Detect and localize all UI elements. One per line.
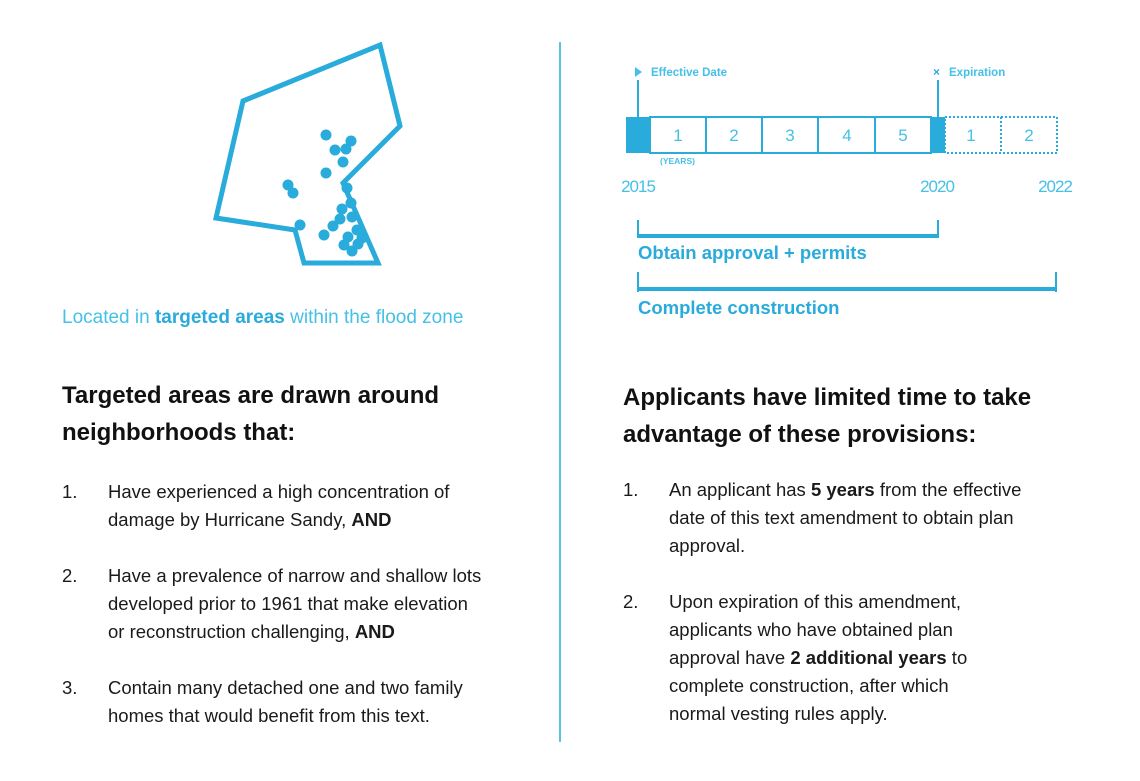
approval-label: Obtain approval + permits [638,242,867,263]
list-item [62,674,542,730]
list-item [623,588,1123,728]
damage-dot [328,221,339,232]
damage-dot [338,157,349,168]
damage-dot [319,230,330,241]
damage-dot [346,198,357,209]
center-divider [559,42,561,742]
right-provisions-list [623,476,1123,756]
list-item-line: Contain many detached one and two family [108,677,463,698]
list-item-line: applicants who have obtained plan [669,619,953,640]
damage-dot [288,188,299,199]
left-heading-line: Targeted areas are drawn around [62,382,440,409]
year-number: 3 [785,126,795,145]
list-item-line: approval have 2 additional years to [669,647,968,668]
map-caption-prefix: Located in [62,307,155,328]
play-icon [635,67,642,77]
year-number: 1 [673,126,683,145]
list-item-line: Have a prevalence of narrow and shallow lots [108,565,482,586]
list-item-line: Upon expiration of this amendment, [669,591,962,612]
year-number: 2 [729,126,739,145]
list-item-line: date of this text amendment to obtain plan [669,507,1014,528]
start-year-label: 2015 [621,177,655,196]
list-item [623,476,1123,560]
list-item [62,478,542,534]
left-heading [62,377,439,451]
construction-label: Complete construction [638,297,840,318]
start-block [626,117,650,153]
years-unit-label: (YEARS) [660,156,695,166]
damage-dot [321,130,332,141]
approval-bar [637,234,939,238]
timeline-diagram [600,50,1100,330]
expiration-block [931,117,945,153]
list-item-line: damage by Hurricane Sandy, AND [108,509,392,530]
right-heading-line: Applicants have limited time to take [623,384,1032,411]
effective-date-label: Effective Date [651,67,728,79]
year-number: 4 [842,126,852,145]
damage-dot [321,168,332,179]
list-item-number: 2. [62,565,78,586]
left-criteria-list [62,478,542,758]
damage-dot [353,239,364,250]
x-icon: × [933,65,941,79]
map-caption-suffix: within the flood zone [284,307,464,328]
mid-year-label: 2020 [920,177,954,196]
list-item-line: homes that would benefit from this text. [108,705,430,726]
list-item-line: An applicant has 5 years from the effective [669,479,1022,500]
map-caption [62,307,463,329]
list-item-number: 3. [62,677,78,698]
list-item-line: or reconstruction challenging, AND [108,621,395,642]
construction-bar [637,287,1057,291]
list-item-line: Have experienced a high concentration of [108,481,450,502]
year-number: 5 [898,126,908,145]
damage-dot [347,212,358,223]
list-item-line: approval. [669,535,746,556]
list-item-line: complete construction, after which [669,675,949,696]
extension-year-number: 2 [1024,126,1034,145]
list-item [62,562,542,646]
damage-dot [295,220,306,231]
right-heading [623,379,1031,453]
left-heading-line: neighborhoods that: [62,419,296,446]
map-caption-bold: targeted areas [154,307,285,328]
list-item-line: developed prior to 1961 that make elevation [108,593,468,614]
damage-dot [341,144,352,155]
damage-dot [330,145,341,156]
targeted-area-outline [216,45,400,263]
list-item-number: 1. [623,479,639,500]
flood-zone-map-illustration [170,30,450,290]
expiration-label: Expiration [949,67,1006,79]
end-year-label: 2022 [1038,177,1072,196]
extension-year-number: 1 [966,126,976,145]
list-item-number: 1. [62,481,78,502]
damage-dot [342,183,353,194]
right-heading-line: advantage of these provisions: [623,421,977,448]
list-item-number: 2. [623,591,639,612]
list-item-line: normal vesting rules apply. [669,703,888,724]
damage-dot [337,204,348,215]
